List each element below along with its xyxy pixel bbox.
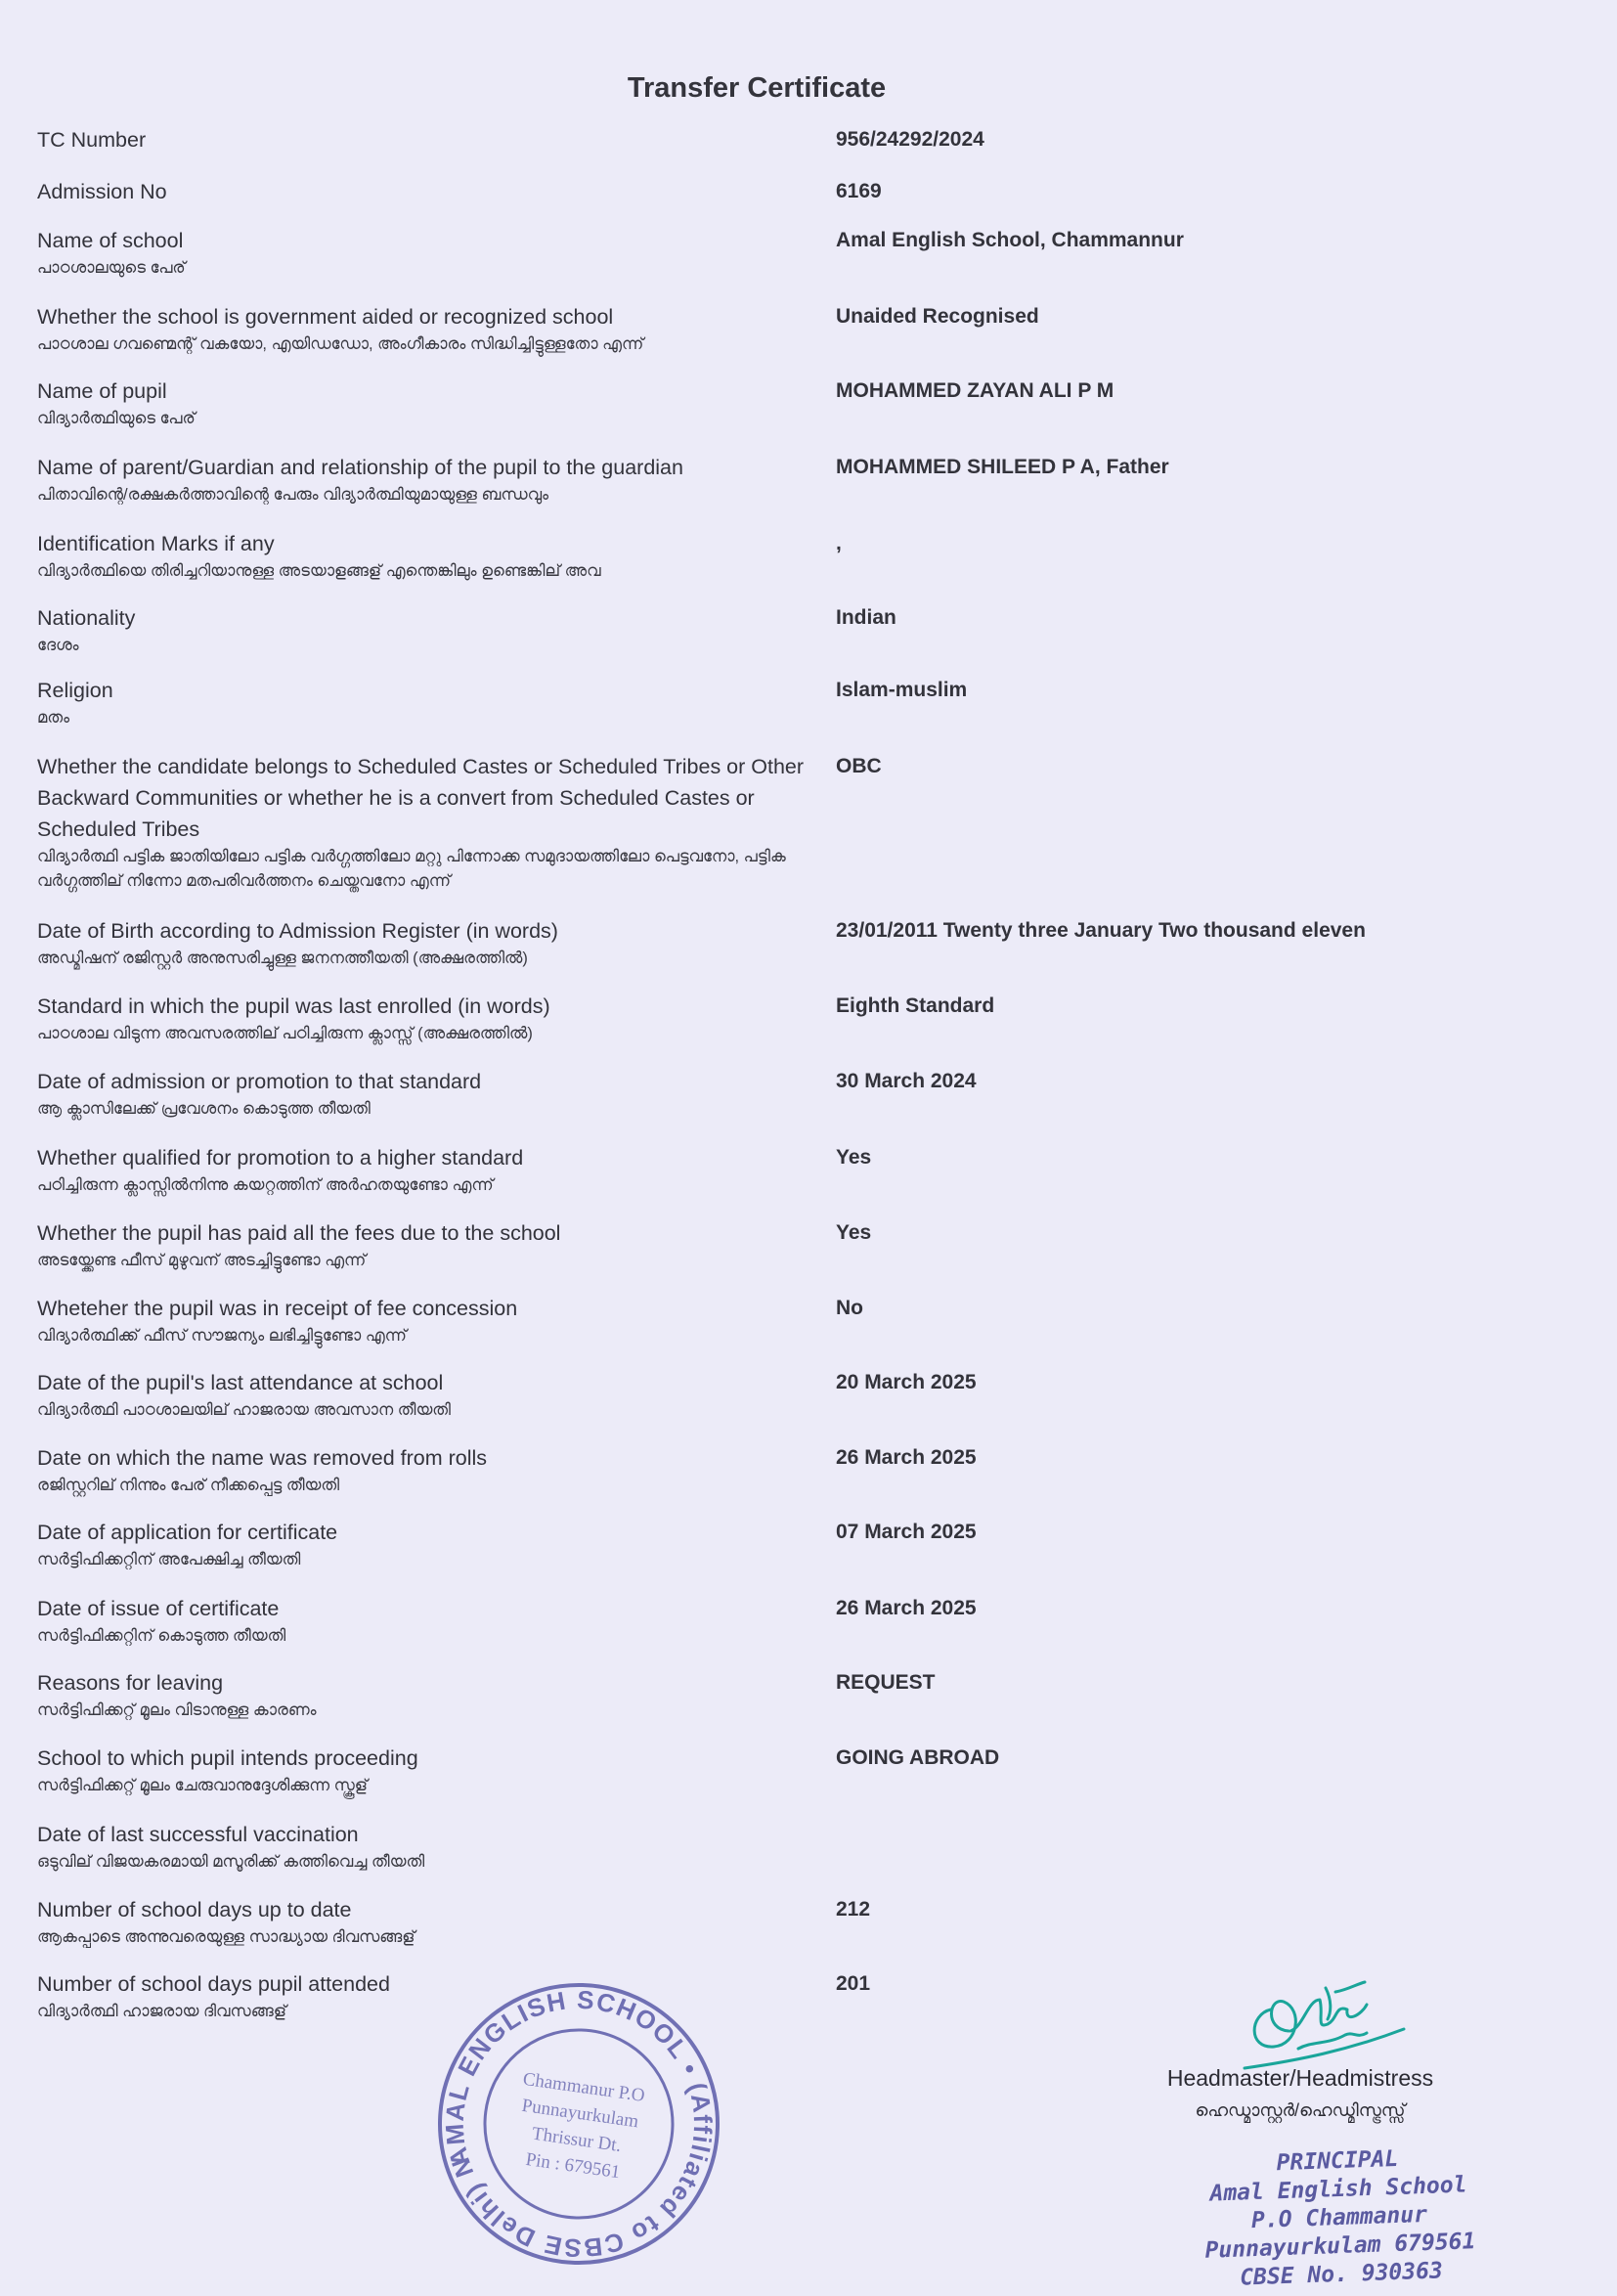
stamp-line: Pin : 679561	[524, 2148, 622, 2184]
field-value: Eighth Standard	[836, 994, 995, 1017]
field-label-malayalam: പിതാവിന്റെ/രക്ഷകർത്താവിന്റെ പേരും വിദ്യാർത്ഥിയുമായുള്ള ബന്ധവും	[37, 486, 549, 504]
field-label-english: Date of last successful vaccination	[37, 1823, 359, 1846]
svg-text:AMAL ENGLISH SCHOOL • (Affilia	[432, 1977, 725, 2271]
school-stamp-graphic	[432, 1977, 725, 2271]
seal-line: PRINCIPAL	[1276, 2145, 1399, 2177]
field-label	[37, 1894, 819, 1950]
field-label-malayalam: പാഠശാല വിടുന്ന അവസരത്തില് പഠിച്ചിരുന്ന ക്ലാസ്സ് (അക്ഷരത്തിൽ)	[37, 1025, 533, 1042]
principal-seal	[1152, 2141, 1528, 2295]
field-label	[37, 1743, 819, 1798]
field-label-english: Name of school	[37, 229, 184, 252]
field-label-malayalam: വിദ്യാർത്ഥി പാഠശാലയില് ഹാജരായ അവസാന തീയതി	[37, 1401, 451, 1419]
field-label-english: Wheteher the pupil was in receipt of fee concession	[37, 1297, 518, 1320]
field-label	[37, 452, 819, 508]
field-label	[37, 1367, 819, 1423]
field-label-english: Identification Marks if any	[37, 532, 275, 555]
stamp-ring-text: AMAL ENGLISH SCHOOL • (Affiliated to CBSE Delhi) No.	[439, 1984, 719, 2264]
field-label	[37, 1517, 819, 1572]
field-label	[37, 124, 819, 155]
field-label-english: Date of the pupil's last attendance at school	[37, 1371, 444, 1394]
field-label	[37, 1593, 819, 1649]
field-label	[37, 375, 819, 431]
field-label	[37, 301, 819, 357]
field-value: 30 March 2024	[836, 1070, 977, 1092]
field-label	[37, 1819, 819, 1875]
field-label-malayalam: മതം	[37, 709, 70, 727]
page-title: Transfer Certificate	[627, 72, 887, 104]
field-label-malayalam: അഡ്മിഷന് രജിസ്റ്റർ അനുസരിച്ചുള്ള ജനനത്തീയതി (അക്ഷരത്തിൽ)	[37, 949, 528, 967]
field-value: Amal English School, Chammannur	[836, 229, 1184, 251]
field-label-malayalam: ദേശം	[37, 637, 79, 654]
field-label	[37, 225, 819, 281]
field-label-english: Whether the school is government aided or recognized school	[37, 305, 614, 329]
field-label-english: Date of Birth according to Admission Register (in words)	[37, 919, 558, 943]
seal-line: Amal English School	[1209, 2172, 1467, 2207]
field-label	[37, 1142, 819, 1198]
field-value: 26 March 2025	[836, 1597, 977, 1619]
field-value: 212	[836, 1898, 871, 1921]
field-label-english: Date of issue of certificate	[37, 1597, 280, 1620]
field-label-english: School to which pupil intends proceeding	[37, 1746, 418, 1770]
seal-line: P.O Chammanur	[1250, 2201, 1428, 2234]
field-value: Yes	[836, 1221, 872, 1244]
field-label-english: Name of parent/Guardian and relationship of the pupil to the guardian	[37, 456, 683, 479]
field-label-english: Number of school days up to date	[37, 1898, 352, 1921]
headmaster-label: Headmaster/Headmistress	[1166, 2065, 1434, 2091]
field-value: REQUEST	[836, 1671, 936, 1694]
field-label-english: Standard in which the pupil was last enrolled (in words)	[37, 994, 550, 1018]
stamp-line: Chammanur P.O	[521, 2068, 646, 2107]
field-label-malayalam: രജിസ്റ്ററില് നിന്നും പേര് നീക്കപ്പെട്ട തീയതി	[37, 1477, 340, 1494]
field-label-malayalam: പഠിച്ചിരുന്ന ക്ലാസ്സിൽനിന്നു കയറ്റത്തിന് അർഹതയുണ്ടോ എന്ന്	[37, 1176, 494, 1194]
field-value: OBC	[836, 755, 882, 777]
field-label	[37, 915, 819, 971]
field-value: Unaided Recognised	[836, 305, 1039, 328]
seal-line: Punnayurkulam 679561	[1204, 2229, 1476, 2264]
field-value: Indian	[836, 606, 896, 629]
field-value: 20 March 2025	[836, 1371, 977, 1393]
field-label	[37, 528, 819, 584]
field-label-english: Whether qualified for promotion to a higher standard	[37, 1146, 524, 1170]
stamp-line: Thrissur Dt.	[530, 2123, 623, 2157]
field-label-english: Date of admission or promotion to that standard	[37, 1070, 482, 1093]
field-value: ,	[836, 532, 842, 554]
field-label-malayalam: വിദ്യാർത്ഥിയുടെ പേര്	[37, 410, 196, 427]
field-value: 6169	[836, 180, 882, 202]
field-label-malayalam: പാഠശാല ഗവണ്മെന്റ് വകയോ, എയിഡഡോ, അംഗീകാരം സിദ്ധിച്ചിട്ടുള്ളതോ എന്ന്	[37, 335, 644, 353]
field-value: 26 March 2025	[836, 1446, 977, 1469]
field-label	[37, 602, 819, 658]
headmaster-label-ml: ഹെഡ്മാസ്റ്റർ/ഹെഡ്മിസ്ട്രസ്സ്	[1195, 2100, 1406, 2120]
field-label-malayalam: സർട്ടിഫിക്കറ്റ് മൂലം വിടാനുള്ള കാരണം	[37, 1701, 317, 1719]
field-label	[37, 1667, 819, 1723]
field-value: 07 March 2025	[836, 1521, 977, 1543]
field-label	[37, 1217, 819, 1273]
field-label	[37, 1293, 819, 1348]
field-value: No	[836, 1297, 863, 1319]
field-label	[37, 751, 819, 894]
field-label-malayalam: സർട്ടിഫിക്കറ്റ് മൂലം ചേരുവാനുദ്ദേശിക്കുന്ന സ്കൂള്	[37, 1777, 369, 1794]
field-label-english: TC Number	[37, 128, 147, 152]
field-label-english: Admission No	[37, 180, 167, 203]
field-label-english: Reasons for leaving	[37, 1671, 224, 1695]
field-label-english: Whether the candidate belongs to Scheduled Castes or Scheduled Tribes or Other Backward Communities or whether he is a convert from Scheduled Castes or Scheduled Tribes	[37, 755, 805, 841]
field-label-malayalam: വിദ്യാർത്ഥി ഹാജരായ ദിവസങ്ങള്	[37, 2003, 286, 2020]
field-label-english: Number of school days pupil attended	[37, 1972, 390, 1996]
signature-scribble	[1230, 1970, 1416, 2078]
field-value: 201	[836, 1972, 871, 1995]
field-label-english: Whether the pupil has paid all the fees due to the school	[37, 1221, 561, 1245]
field-label-malayalam: പാഠശാലയുടെ പേര്	[37, 259, 186, 277]
field-label-malayalam: വിദ്യാർത്ഥിക്ക് ഫീസ് സൗജന്യം ലഭിച്ചിട്ടുണ്ടോ എന്ന്	[37, 1327, 407, 1345]
field-label-english: Nationality	[37, 606, 136, 630]
field-label-malayalam: വിദ്യാർത്ഥി പട്ടിക ജാതിയിലോ പട്ടിക വർഗ്ഗത്തിലോ മറ്റു പിന്നോക്ക സമുദായത്തിലോ പെട്ടവനോ, പട്ടിക വർഗ്ഗത്തില് നിന്നോ മതപരിവർത്തനം ചെയ്തവനോ എന്ന്	[37, 848, 786, 890]
field-label-malayalam: ഒടുവില് വിജയകരമായി മസൂരിക്ക് കത്തിവെച്ച തീയതി	[37, 1853, 425, 1871]
field-label	[37, 675, 819, 730]
field-label	[37, 176, 819, 207]
field-label-english: Name of pupil	[37, 379, 167, 403]
field-value: GOING ABROAD	[836, 1746, 1000, 1769]
field-value: Islam-muslim	[836, 679, 968, 701]
field-label-english: Religion	[37, 679, 113, 702]
field-label-malayalam: ആകപ്പാടെ അന്നുവരെയുള്ള സാദ്ധ്യായ ദിവസങ്ങള്	[37, 1928, 415, 1946]
field-label-malayalam: വിദ്യാർത്ഥിയെ തിരിച്ചറിയാനുള്ള അടയാളങ്ങള് എന്തെങ്കിലും ഉണ്ടെങ്കില് അവ	[37, 562, 601, 580]
field-label	[37, 991, 819, 1046]
field-label	[37, 1066, 819, 1122]
field-value: 956/24292/2024	[836, 128, 984, 151]
field-value: Yes	[836, 1146, 872, 1169]
school-stamp	[432, 1977, 725, 2275]
field-label-english: Date on which the name was removed from rolls	[37, 1446, 488, 1470]
field-label	[37, 1442, 819, 1498]
field-value: 23/01/2011 Twenty three January Two thousand eleven	[836, 919, 1366, 942]
field-label-malayalam: സർട്ടിഫിക്കറ്റിന് അപേക്ഷിച്ച തീയതി	[37, 1551, 301, 1568]
stamp-line: Punnayurkulam	[520, 2095, 640, 2133]
field-label-malayalam: അടയ്ക്കേണ്ട ഫീസ് മുഴുവന് അടച്ചിട്ടുണ്ടോ എന്ന്	[37, 1252, 367, 1269]
seal-line: CBSE No. 930363	[1239, 2258, 1444, 2291]
field-label-malayalam: ആ ക്ലാസിലേക്ക് പ്രവേശനം കൊടുത്ത തീയതി	[37, 1100, 371, 1118]
field-value: MOHAMMED SHILEED P A, Father	[836, 456, 1169, 478]
field-label-malayalam: സർട്ടിഫിക്കറ്റിന് കൊടുത്ത തീയതി	[37, 1627, 286, 1645]
field-value: MOHAMMED ZAYAN ALI P M	[836, 379, 1114, 402]
field-label-english: Date of application for certificate	[37, 1521, 338, 1544]
